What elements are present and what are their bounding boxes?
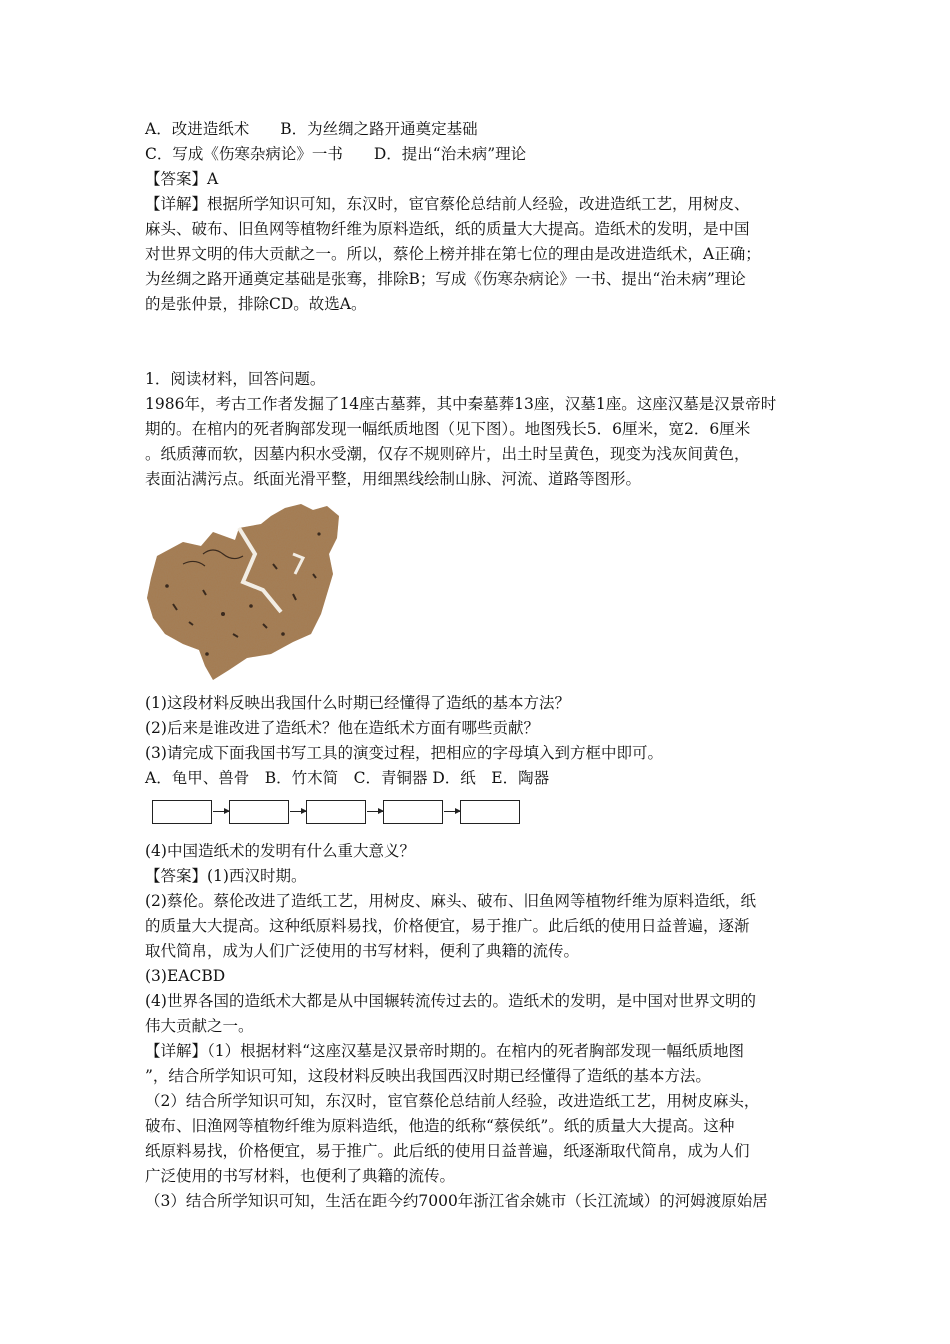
prev-detail-line: 麻头、破布、旧鱼网等植物纤维为原料造纸，纸的质量大大提高。造纸术的发明，是中国 xyxy=(145,220,750,238)
sub-question-2: (2)后来是谁改进了造纸术？他在造纸术方面有哪些贡献？ xyxy=(145,719,539,737)
paper-map-fragment-image xyxy=(143,494,346,684)
answer-line: 的质量大大提高。这种纸原料易找，价格便宜，易于推广。此后纸的使用日益普遍，逐渐 xyxy=(145,917,750,935)
prev-answer: 【答案】A xyxy=(145,170,219,188)
answer-box[interactable] xyxy=(229,800,289,824)
answer-line: (4)世界各国的造纸术大都是从中国辗转流传过去的。造纸术的发明，是中国对世界文明的 xyxy=(145,992,756,1010)
arrow-right-icon xyxy=(290,811,306,812)
prev-detail-line: 【详解】根据所学知识可知，东汉时，宦官蔡伦总结前人经验，改进造纸工艺，用树皮、 xyxy=(145,195,750,213)
material-line: 表面沾满污点。纸面光滑平整，用细黑线绘制山脉、河流、道路等图形。 xyxy=(145,470,642,488)
question-title: 1．阅读材料，回答问题。 xyxy=(145,370,326,388)
answer-options: A．龟甲、兽骨 B．竹木简 C．青铜器 D．纸 E．陶器 xyxy=(145,769,550,787)
answer-line: 【答案】(1)西汉时期。 xyxy=(145,867,307,885)
prev-detail-line: 对世界文明的伟大贡献之一。所以，蔡伦上榜并排在第七位的理由是改进造纸术，A正确； xyxy=(145,245,761,263)
answer-line: 伟大贡献之一。 xyxy=(145,1017,254,1035)
detail-line: 广泛使用的书写材料，也便利了典籍的流传。 xyxy=(145,1167,456,1185)
detail-line: （2）结合所学知识可知，东汉时，宦官蔡伦总结前人经验，改进造纸工艺，用树皮麻头， xyxy=(145,1092,760,1110)
answer-line: 取代简帛，成为人们广泛使用的书写材料，便利了典籍的流传。 xyxy=(145,942,580,960)
answer-line: (3)EACBD xyxy=(145,967,226,985)
arrow-right-icon xyxy=(213,811,229,812)
detail-line: 【详解】（1）根据材料“这座汉墓是汉景帝时期的。在棺内的死者胸部发现一幅纸质地图 xyxy=(145,1042,745,1060)
answer-box[interactable] xyxy=(152,800,212,824)
material-line: 1986年，考古工作者发掘了14座古墓葬，其中秦墓葬13座，汉墓1座。这座汉墓是汉景帝时 xyxy=(145,395,777,413)
sub-question-3: (3)请完成下面我国书写工具的演变过程，把相应的字母填入到方框中即可。 xyxy=(145,744,663,762)
prev-detail-line: 的是张仲景，排除CD。故选A。 xyxy=(145,295,367,313)
detail-line: 破布、旧渔网等植物纤维为原料造纸，他造的纸称“蔡侯纸”。纸的质量大大提高。这种 xyxy=(145,1117,735,1135)
prev-options-cd: C．写成《伤寒杂病论》一书 D．提出“治未病”理论 xyxy=(145,145,527,163)
answer-line: (2)蔡伦。蔡伦改进了造纸工艺，用树皮、麻头、破布、旧鱼网等植物纤维为原料造纸，纸 xyxy=(145,892,756,910)
material-line: 。纸质薄而软，因墓内积水受潮，仅存不规则碎片，出土时呈黄色，现变为浅灰间黄色， xyxy=(145,445,750,463)
sub-question-4: (4)中国造纸术的发明有什么重大意义？ xyxy=(145,842,415,860)
prev-options-ab: A．改进造纸术 B．为丝绸之路开通奠定基础 xyxy=(145,120,478,138)
arrow-right-icon xyxy=(367,811,383,812)
answer-box[interactable] xyxy=(460,800,520,824)
answer-box[interactable] xyxy=(306,800,366,824)
sub-question-1: (1)这段材料反映出我国什么时期已经懂得了造纸的基本方法？ xyxy=(145,694,570,712)
prev-detail-line: 为丝绸之路开通奠定基础是张骞，排除B；写成《伤寒杂病论》一书、提出“治未病”理论 xyxy=(145,270,746,288)
detail-line: （3）结合所学知识可知，生活在距今约7000年浙江省余姚市（长江流域）的河姆渡原始居 xyxy=(145,1192,768,1210)
detail-line: 纸原料易找，价格便宜，易于推广。此后纸的使用日益普遍，纸逐渐取代简帛，成为人们 xyxy=(145,1142,750,1160)
answer-box[interactable] xyxy=(383,800,443,824)
arrow-right-icon xyxy=(444,811,460,812)
material-line: 期的。在棺内的死者胸部发现一幅纸质地图（见下图）。地图残长5．6厘米，宽2．6厘米 xyxy=(145,420,751,438)
detail-line: ”，结合所学知识可知，这段材料反映出我国西汉时期已经懂得了造纸的基本方法。 xyxy=(145,1067,711,1085)
